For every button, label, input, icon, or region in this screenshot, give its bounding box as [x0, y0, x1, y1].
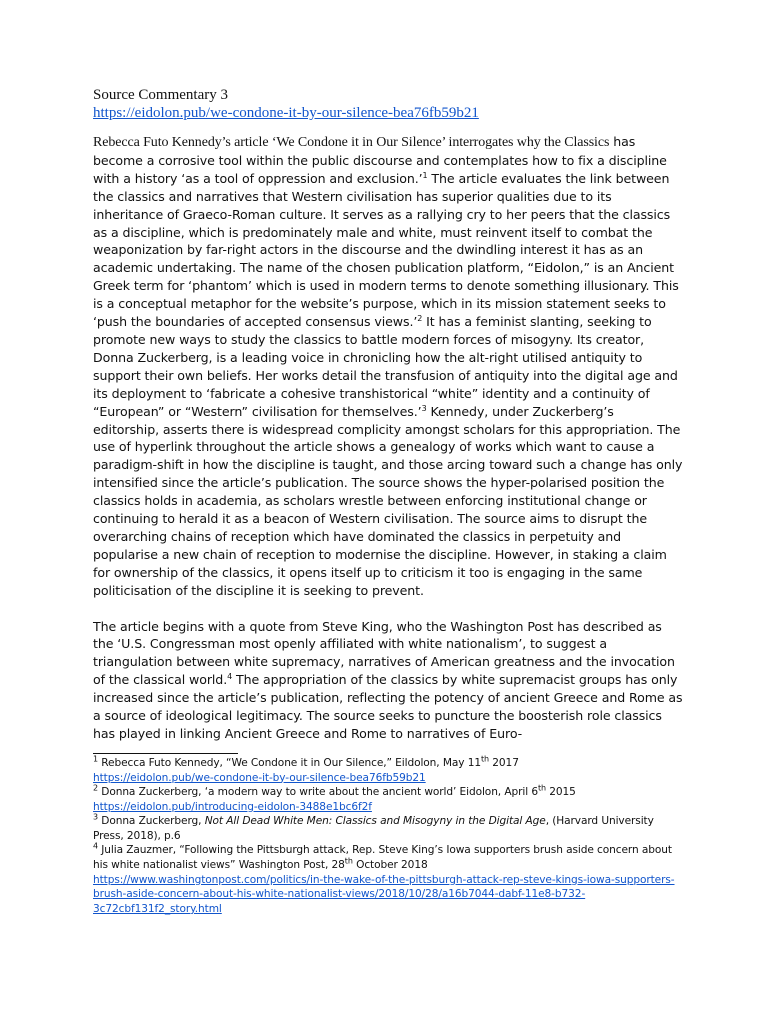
footnote-2-number: 2	[93, 783, 98, 793]
footnote-1-number: 1	[93, 754, 98, 764]
footnote-1	[93, 756, 683, 785]
footnote-ref-1[interactable]: 1	[422, 170, 428, 180]
footnote-ref-4[interactable]: 4	[227, 672, 233, 682]
paragraph-1-text-a: has become a corrosive tool within the public discourse and contemplates how to fix a discipline with a history ‘as a tool of oppression and exclusion.’	[93, 134, 667, 186]
source-link[interactable]: https://eidolon.pub/we-condone-it-by-our-silence-bea76fb59b21	[93, 105, 479, 121]
paragraph-1-text-c: It has a feminist slanting, seeking to promote new ways to study the classics to battle modern forces of misogyny. Its creator, Donna Zuckerberg, is a leading voice in chronicling how the alt-right utilised antiquity to support their own beliefs. Her works detail the transfusion of antiquity into the digital age and its deployment to ‘fabricate a cohesive transhistorical “white” identity and a continuity of “European” or “Western” civilisation for themselves.’	[93, 314, 678, 419]
footnote-2-link[interactable]: https://eidolon.pub/introducing-eidolon-3488e1bc6f2f	[93, 800, 372, 813]
footnote-3-book-title: Not All Dead White Men: Classics and Misogyny in the Digital Age	[204, 815, 546, 828]
footnote-3-publisher: , (Harvard University Press, 2018), p.6	[93, 815, 654, 842]
footnote-3-number: 3	[93, 812, 98, 822]
footnote-4-ordinal: th	[344, 856, 353, 866]
footnote-ref-2[interactable]: 2	[417, 313, 423, 323]
footnote-4-date: October 2018	[352, 859, 428, 872]
paragraph-2	[93, 618, 683, 743]
paragraph-1-text-b: The article evaluates the link between the classics and narratives that Western civilisation has superior qualities due to its inheritance of Graeco-Roman culture. It serves as a rallying cry to her peers that the classics as a discipline, which is predominately male and white, must reinvent itself to combat the weaponization by far-right actors in the discourse and the dwindling interest it has as an academic undertaking. The name of the chosen publication platform, “Eidolon,” is an Ancient Greek term for ‘phantom’ which is used in modern terms to denote something illusionary. This is a conceptual metaphor for the website’s purpose, which in its mission statement seeks to ‘push the boundaries of accepted consensus views.’	[93, 170, 679, 330]
footnote-4-number: 4	[93, 841, 98, 851]
paragraph-1-lead: Rebecca Futo Kennedy’s article ‘We Condone it in Our Silence’ interrogates why the Classics	[93, 135, 610, 150]
footnote-ref-3[interactable]: 3	[421, 403, 427, 413]
document-title: Source Commentary 3	[93, 87, 228, 103]
footnote-2	[93, 785, 683, 814]
footnote-3	[93, 814, 683, 843]
footnotes	[93, 756, 683, 917]
footnote-1-year: 2017	[489, 756, 519, 769]
footnote-4	[93, 843, 683, 916]
footnote-4-link[interactable]: https://www.washingtonpost.com/politics/in-the-wake-of-the-pittsburgh-attack-rep-steve-kings-iowa-supporters-brush-aside-concern-about-his-white-nationalist-views/2018/10/28/a16b7044-dabf-11e8-b732-3c72cbf131f2_story.html	[93, 873, 675, 915]
footnote-1-ordinal: th	[480, 754, 489, 764]
paragraph-1-text-d: Kennedy, under Zuckerberg’s editorship, asserts there is widespread complicity amongst scholars for this appropriation. The use of hyperlink throughout the article shows a genealogy of works which want to cause a paradigm-shift in how the discipline is taught, and those arcing toward such a change has only intensified since the article’s publication. The source shows the hyper-polarised position the classics holds in academia, as scholars wrestle between enforcing institutional change or continuing to herald it as a beacon of Western civilisation. The source aims to disrupt the overarching chains of reception which have dominated the classics in perpetuity and popularise a new chain of reception to modernise the discipline. However, in staking a claim for ownership of the classics, it opens itself up to criticism it too is engaging in the same politicisation of the discipline it is seeking to prevent.	[93, 403, 683, 598]
footnote-4-text: Julia Zauzmer, “Following the Pittsburgh attack, Rep. Steve King’s Iowa supporters brush aside concern about his white nationalist views” Washington Post, 28	[93, 844, 672, 872]
paragraph-1	[93, 133, 683, 600]
footnote-separator	[93, 753, 238, 754]
paragraph-2-text-a: The article begins with a quote from Steve King, who the Washington Post has described as the ‘U.S. Congressman most openly affiliated with white nationalism’, to suggest a triangulation between white supremacy, narratives of American greatness and the invocation of the classical world.	[93, 618, 675, 688]
footnote-2-year: 2015	[545, 786, 576, 799]
footnote-1-link[interactable]: https://eidolon.pub/we-condone-it-by-our-silence-bea76fb59b21	[93, 771, 426, 784]
footnote-2-ordinal: th	[537, 783, 546, 793]
footnote-2-text: Donna Zuckerberg, ‘a modern way to write about the ancient world’ Eidolon, April 6	[98, 786, 538, 799]
document-page	[93, 86, 683, 916]
footnote-1-text: Rebecca Futo Kennedy, “We Condone it in Our Silence,” Eildolon, May 11	[98, 756, 481, 769]
paragraph-2-text-b: The appropriation of the classics by white supremacist groups has only increased since the article’s publication, reflecting the potency of ancient Greece and Rome as a source of ideological legitimacy. The source seeks to puncture the boosterish role classics has played in linking Ancient Greece and Rome to narratives of Euro-	[93, 672, 683, 741]
footnote-3-text: Donna Zuckerberg,	[98, 815, 205, 828]
